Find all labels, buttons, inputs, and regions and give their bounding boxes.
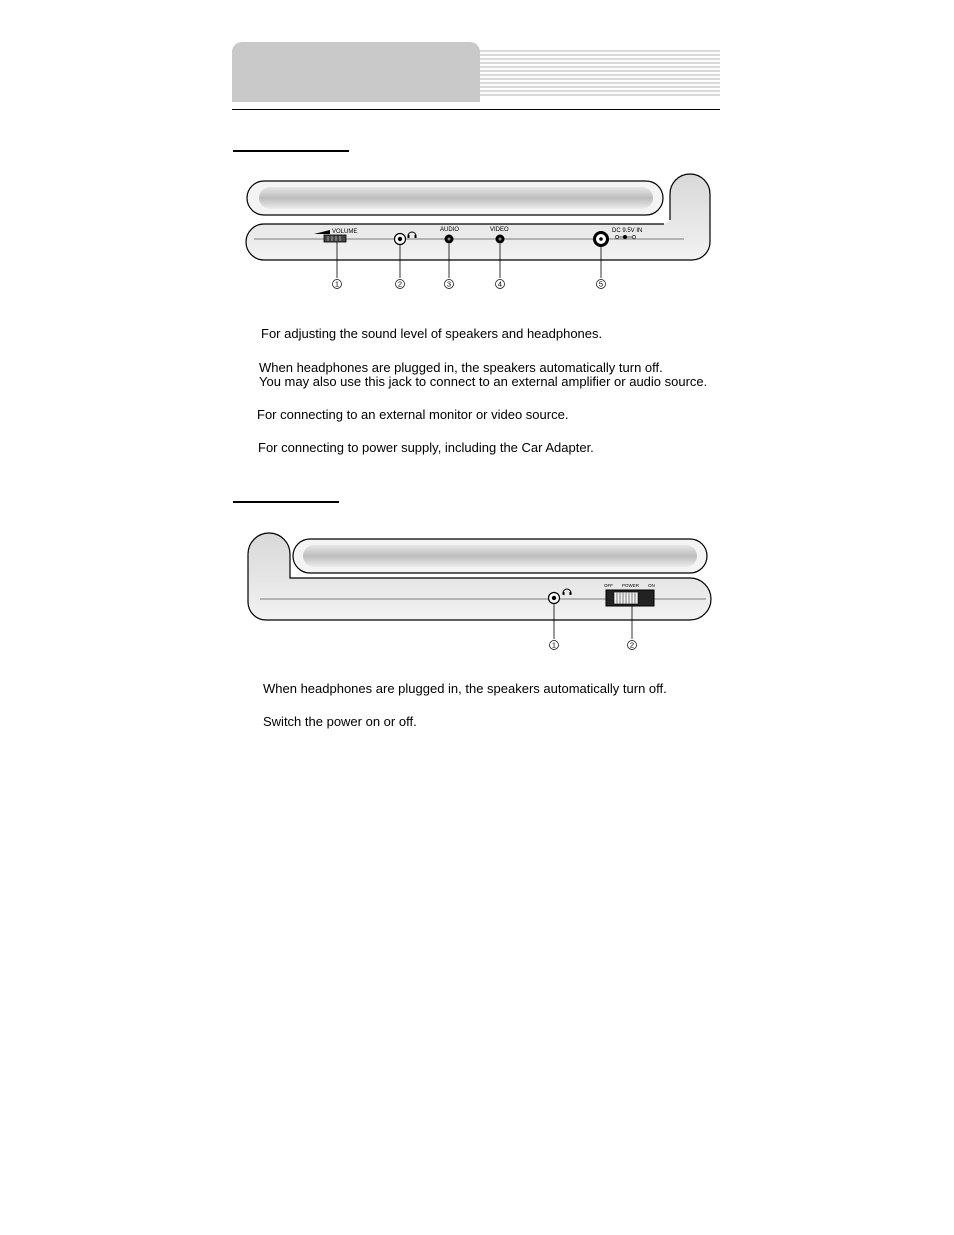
callout-1: 1: [334, 279, 340, 289]
header-rule: [232, 109, 720, 110]
description-video: For connecting to an external monitor or video source.: [257, 407, 569, 422]
left-panel-diagram: [244, 172, 714, 296]
description-volume: For adjusting the sound level of speakers and headphones.: [261, 326, 603, 341]
volume-label: VOLUME: [332, 229, 358, 235]
header-tab: [232, 42, 480, 102]
audio-label: AUDIO: [440, 227, 460, 233]
video-label: VIDEO: [490, 227, 509, 233]
section-2-heading-underline: [233, 501, 339, 503]
description-dc: For connecting to power supply, including the Car Adapter.: [258, 440, 594, 455]
power-label: POWER: [622, 583, 640, 588]
header-stripes: [480, 50, 720, 98]
callout-1: 1: [551, 640, 557, 650]
right-panel-diagram: [244, 534, 714, 656]
callout-2: 2: [629, 640, 635, 650]
description-headphone: When headphones are plugged in, the speakers automatically turn off.: [263, 681, 667, 696]
callout-4: 4: [497, 279, 503, 289]
on-label: ON: [648, 583, 655, 588]
callout-2: 2: [397, 279, 403, 289]
dc-in-label: DC 9.5V IN: [612, 228, 643, 234]
description-headphone-1: When headphones are plugged in, the speakers automatically turn off.: [259, 360, 663, 375]
description-power: Switch the power on or off.: [263, 714, 417, 729]
callout-5: 5: [598, 279, 604, 289]
callout-3: 3: [446, 279, 452, 289]
section-1-heading-underline: [233, 150, 349, 152]
off-label: OFF: [604, 583, 613, 588]
description-headphone-2: You may also use this jack to connect to an external amplifier or audio source.: [259, 374, 708, 389]
